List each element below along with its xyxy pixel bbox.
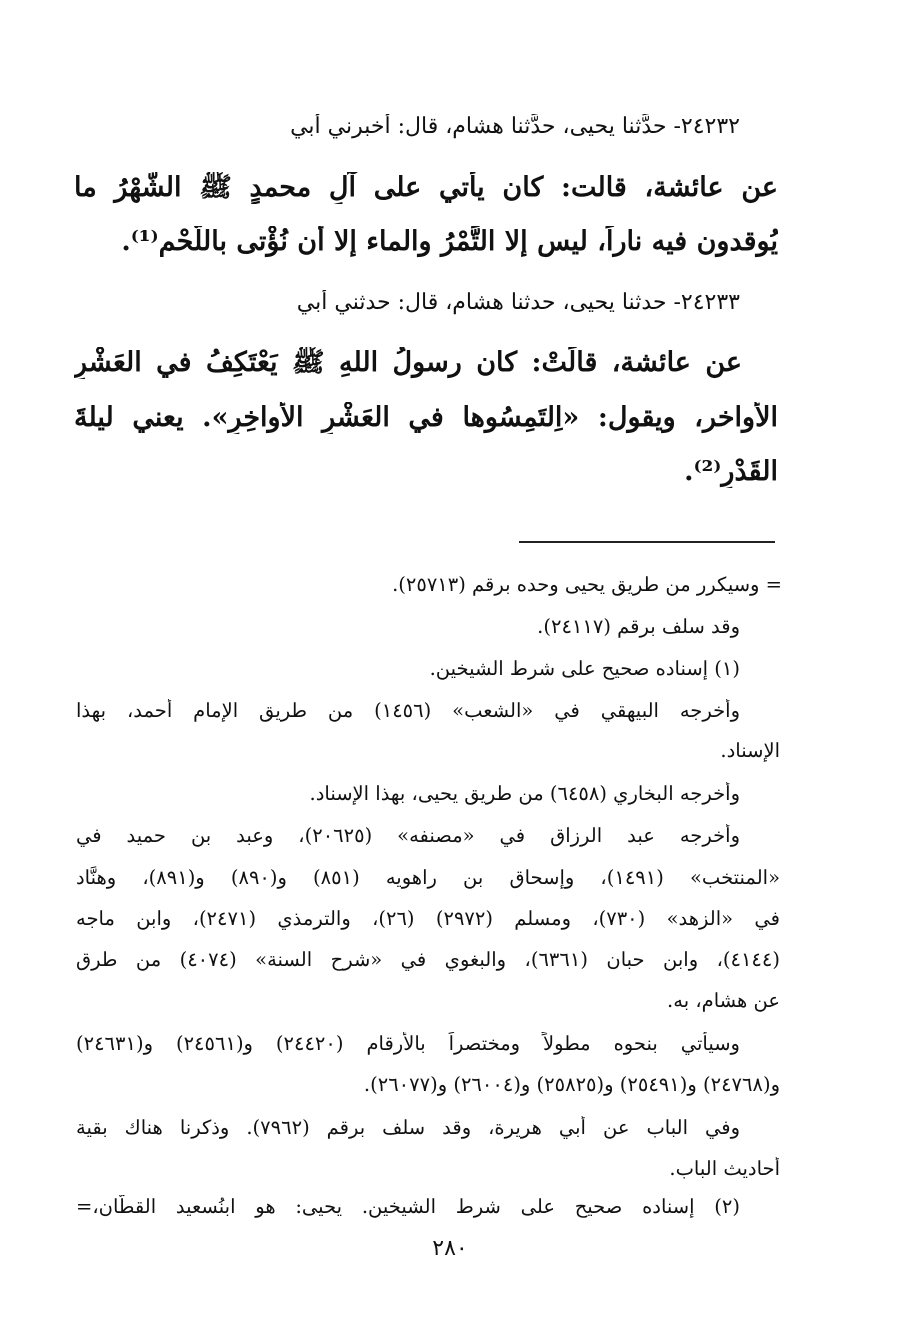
footnote-line: الإسناد. (720, 739, 780, 762)
footnote-line: وأخرجه البيهقي في «الشعب» (١٤٥٦) من طريق الإمام أحمد، بهذا (76, 699, 740, 722)
footnote-line: (٤١٤٤)، وابن حبان (٦٣٦١)، والبغوي في «شرح السنة» (٤٠٧٤) من طرق (76, 948, 780, 971)
footnote-line: وأخرجه عبد الرزاق في «مصنفه» (٢٠٦٢٥)، وعبد بن حميد في (76, 824, 740, 847)
hadith-24233-text-line-3: القَدْرِ⁽²⁾. (684, 456, 778, 487)
hadith-24232-text-line-2: يُوقدون فيه ناراً، ليس إلا التَّمْرُ والماء إلا أن نُؤْتى باللَّحْم⁽¹⁾. (121, 226, 778, 257)
footnote-line: و(٢٤٧٦٨) و(٢٥٤٩١) و(٢٥٨٢٥) و(٢٦٠٠٤) و(٢٦٠٧٧). (363, 1073, 780, 1096)
footnote-line: = وسيكرر من طريق يحيى وحده برقم (٢٥٧١٣). (392, 573, 782, 596)
hadith-24232-text-line-1: عن عائشة، قالت: كان يأتي على آلِ محمدٍ ﷺ الشَّهْرُ ما (74, 172, 778, 203)
footnote-line: (٢) إسناده صحيح على شرط الشيخين. يحيى: هو ابنُسعيد القطَّان،= (76, 1195, 740, 1218)
page-number: ٢٨٠ (432, 1236, 468, 1261)
footnote-line: «المنتخب» (١٤٩١)، وإسحاق بن راهويه (٨٥١) و(٨٩٠) و(٨٩١)، وهنَّاد (76, 866, 780, 889)
hadith-24233-text-line-2: الأواخر، ويقول: «اِلتَمِسُوها في العَشْرِ الأواخِرِ». يعني ليلةَ (74, 402, 778, 433)
footnote-separator (519, 541, 775, 543)
footnote-line: في «الزهد» (٧٣٠)، ومسلم (٢٩٧٢) (٢٦)، والترمذي (٢٤٧١)، وابن ماجه (76, 907, 780, 930)
footnote-line: (١) إسناده صحيح على شرط الشيخين. (429, 657, 740, 680)
hadith-24233-isnad: ٢٤٢٣٣- حدثنا يحيى، حدثنا هشام، قال: حدثني أبي (296, 290, 740, 315)
footnote-line: أحاديث الباب. (669, 1157, 780, 1180)
footnote-line: وسيأتي بنحوه مطولاً ومختصراً بالأرقام (٢٤٤٢٠) و(٢٤٥٦١) و(٢٤٦٣١) (76, 1032, 740, 1055)
footnote-line: وأخرجه البخاري (٦٤٥٨) من طريق يحيى، بهذا الإسناد. (309, 782, 740, 805)
hadith-24233-text-line-1: عن عائشة، قالَتْ: كان رسولُ اللهِ ﷺ يَعْتَكِفُ في العَشْرِ (74, 347, 742, 378)
footnote-line: وقد سلف برقم (٢٤١١٧). (537, 615, 740, 638)
footnote-line: عن هشام، به. (667, 989, 780, 1012)
footnote-line: وفي الباب عن أبي هريرة، وقد سلف برقم (٧٩٦٢). وذكرنا هناك بقية (76, 1116, 740, 1139)
hadith-24232-isnad: ٢٤٢٣٢- حدَّثنا يحيى، حدَّثنا هشام، قال: أخبرني أبي (290, 114, 740, 139)
